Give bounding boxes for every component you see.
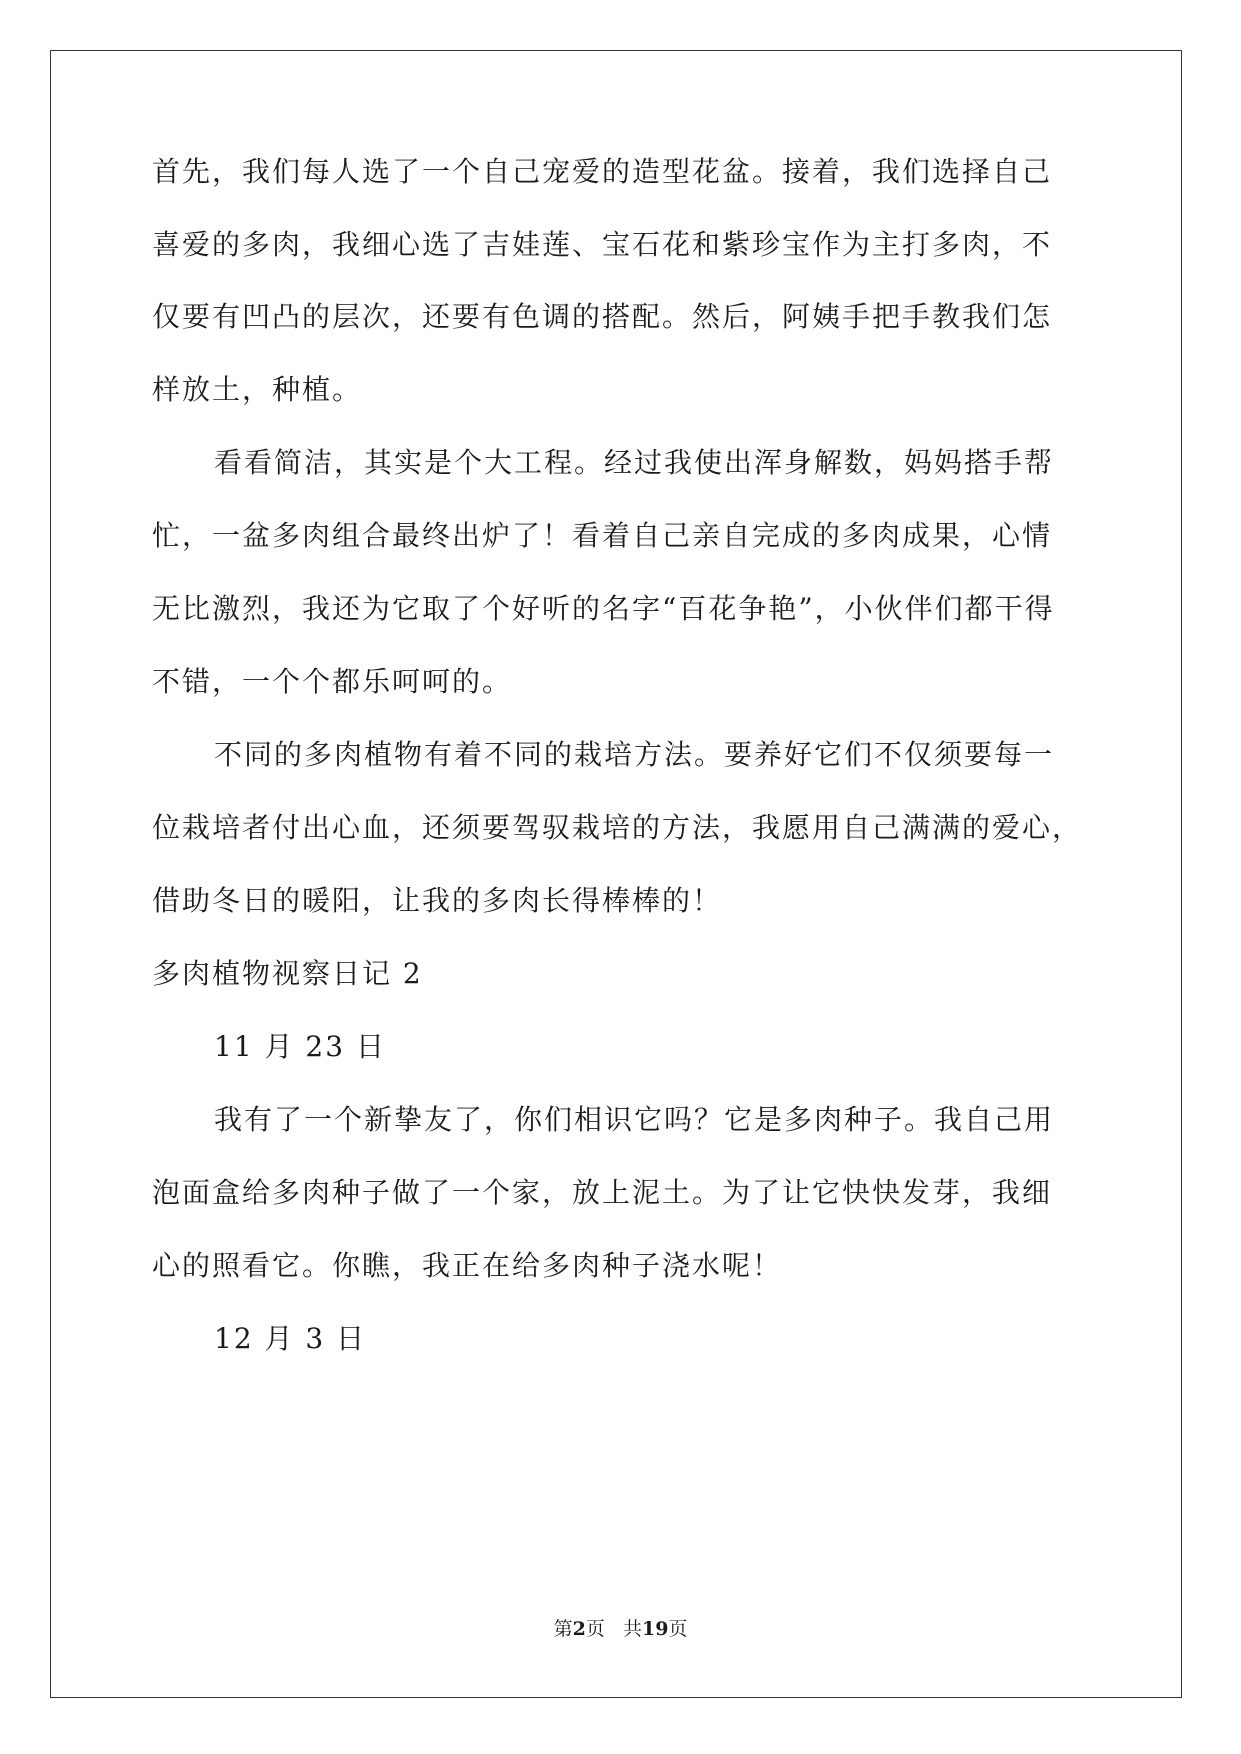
text-line: 位栽培者付出心血，还须要驾驭栽培的方法，我愿用自己满满的爱心， <box>152 811 1083 844</box>
page-prefix: 第 <box>553 1618 573 1640</box>
diary-date: 11 月 23 日 <box>214 1030 386 1063</box>
total-pages: 19 <box>641 1618 669 1640</box>
text-line: 样放土，种植。 <box>152 373 363 406</box>
text-line: 我有了一个新挚友了，你们相识它吗？它是多肉种子。我自己用 <box>214 1103 1055 1136</box>
page-footer <box>0 1617 1241 1641</box>
text-line: 借助冬日的暖阳，让我的多肉长得棒棒的！ <box>152 884 723 917</box>
text-line: 忙，一盆多肉组合最终出炉了！看着自己亲自完成的多肉成果，心情 <box>152 519 1053 552</box>
text-line: 喜爱的多肉，我细心选了吉娃莲、宝石花和紫珍宝作为主打多肉，不 <box>152 228 1053 261</box>
text-line: 不同的多肉植物有着不同的栽培方法。要养好它们不仅须要每一 <box>214 738 1055 771</box>
text-line: 看看简洁，其实是个大工程。经过我使出浑身解数，妈妈搭手帮 <box>214 446 1055 479</box>
total-suffix: 页 <box>668 1618 688 1640</box>
page-number: 2 <box>572 1618 586 1640</box>
text-line: 泡面盒给多肉种子做了一个家，放上泥土。为了让它快快发芽，我细 <box>152 1176 1053 1209</box>
section-heading: 多肉植物视察日记 2 <box>152 957 423 990</box>
total-prefix: 共 <box>622 1618 642 1640</box>
text-line: 仅要有凹凸的层次，还要有色调的搭配。然后，阿姨手把手教我们怎 <box>152 300 1053 333</box>
text-line: 无比激烈，我还为它取了个好听的名字“百花争艳”，小伙伴们都干得 <box>152 592 1055 625</box>
text-line: 心的照看它。你瞧，我正在给多肉种子浇水呢！ <box>152 1249 783 1282</box>
text-line: 首先，我们每人选了一个自己宠爱的造型花盆。接着，我们选择自己 <box>152 155 1053 188</box>
text-line: 不错，一个个都乐呵呵的。 <box>152 665 513 698</box>
diary-date: 12 月 3 日 <box>214 1322 367 1355</box>
page-suffix: 页 <box>585 1618 605 1640</box>
